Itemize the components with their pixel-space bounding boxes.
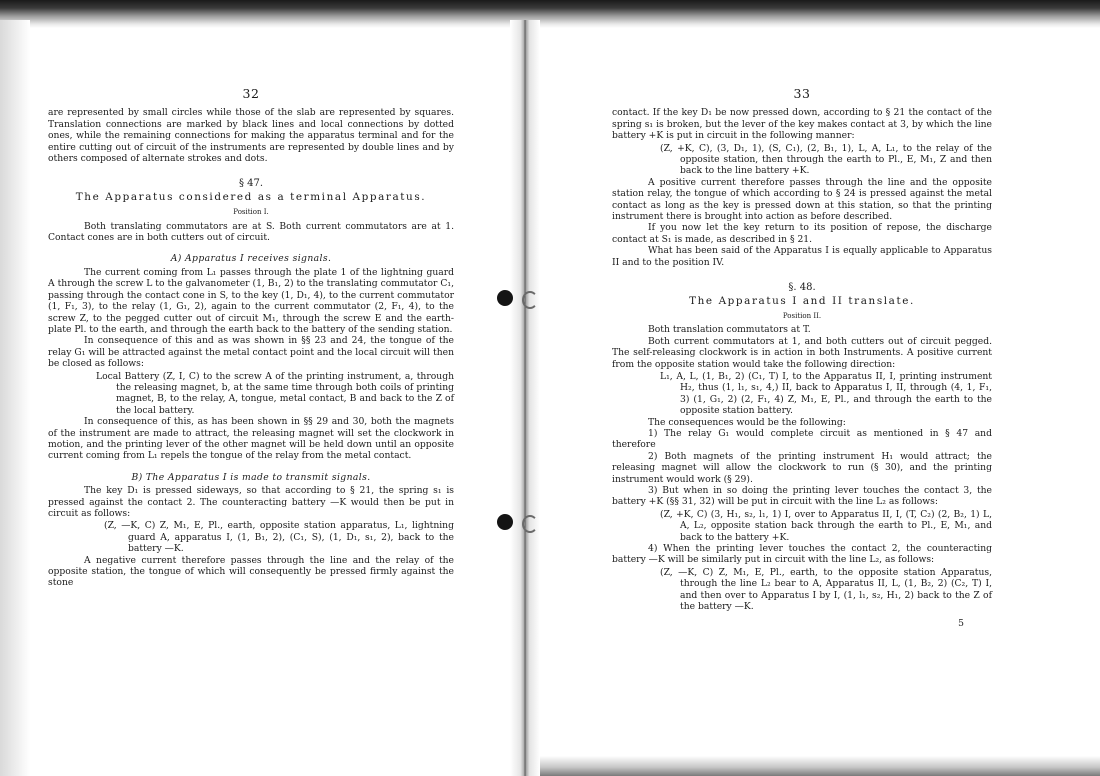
circuit-item-3: (Z, +K, C) (3, H₁, s₂, l₁, 1) I, over to Apparatus II, I, (T, C₂) (2, B₂, 1) L, A, L₂, opposite station back through the earth to Pl., E, M₁, and back to the battery +K.: [660, 508, 992, 543]
left-page: [48, 88, 454, 589]
paragraph-repose: If you now let the key return to its position of repose, the discharge contact at S₁ is made, as described in § 21.: [612, 222, 992, 245]
page-number: 33: [793, 86, 811, 101]
subheading-b: B) The Apparatus I is made to transmit signals.: [131, 471, 371, 483]
paragraph-positive-current: A positive current therefore passes through the line and the opposite station relay, the tongue of which according to § 24 is pressed against the metal contact as long as the key is pressed down at this station, so that the printing instrument there is brought into action as before described.: [612, 176, 992, 223]
paragraph-following: The consequences would be the following:: [648, 416, 846, 428]
scan-left-shadow: [0, 20, 30, 776]
signature-mark: 5: [958, 618, 964, 630]
section-title: The Apparatus I and II translate.: [689, 294, 915, 307]
paragraph-commutators: Both translating commutators are at S. Both current commutators are at 1. Contact cones are in both cutters out of circuit.: [48, 220, 454, 244]
circuit-translate: L₁, A, L, (1, B₁, 2) (C₁, T) I, to the Apparatus II, I, printing instrument H₂, thus (1, l₁, s₁, 4,) II, back to Apparatus I, II, through (4, 1, F₁, 3) (1, G₁, 2) (2, F₁, 4) Z, M₁, E, Pl., and through the earth to the opposite station battery.: [660, 370, 992, 417]
list-item-3: 3) But when in so doing the printing lever touches the contact 3, the battery +K (§§ 31, 32) will be put in circuit with the line L₂ as follows:: [612, 485, 992, 508]
circuit-local-battery: Local Battery (Z, I, C) to the screw A of the printing instrument, a, through the releasing magnet, b, at the same time through both coils of printing magnet, B, to the relay, A, tongue, metal contact, B and back to the Z of the local battery.: [96, 370, 454, 416]
list-item-4: 4) When the printing lever touches the contact 2, the counteracting battery —K will be similarly put in circuit with the line L₂, as follows:: [612, 543, 992, 566]
circuit-positive-battery: (Z, +K, C), (3, D₁, 1), (S, C₁), (2, B₁, 1), L, A, L₁, to the relay of the opposite station, then through the earth to Pl., E, M₁, Z and then back to the line battery +K.: [660, 142, 992, 177]
paragraph-key: The key D₁ is pressed sideways, so that according to § 21, the spring s₁ is pressed against the contact 2. The counteracting battery —K would then be put in circuit as follows:: [48, 485, 454, 519]
list-item-1: 1) The relay G₁ would complete circuit as mentioned in § 47 and therefore: [612, 427, 992, 451]
list-item-2: 2) Both magnets of the printing instrument H₁ would attract; the releasing magnet will allow the clockwork to run (§ 30), and the printing instrument would work (§ 29).: [612, 450, 992, 485]
book-gutter: [510, 20, 540, 776]
paragraph-apparatus-2: What has been said of the Apparatus I is equally applicable to Apparatus II and to the position IV.: [612, 245, 992, 268]
position-label: Position I.: [233, 208, 269, 217]
section-title: The Apparatus considered as a terminal Apparatus.: [75, 190, 427, 203]
section-mark: §. 48.: [788, 282, 816, 294]
scan-bottom-shadow: [520, 756, 1100, 776]
circuit-negative-battery: (Z, —K, C) Z, M₁, E, Pl., earth, opposite station apparatus, L₁, lightning guard A, apparatus I, (1, B₁, 2), (C₁, S), (1, D₁, s₁, 2), back to the battery —K.: [104, 520, 454, 555]
paragraph-negative-current: A negative current therefore passes through the line and the relay of the opposite station, the tongue of which will consequently be pressed firmly against the stone: [48, 554, 454, 589]
binding-hole-icon: [497, 290, 513, 306]
circuit-item-4: (Z, —K, C) Z, M₁, E, Pl., earth, to the opposite station Apparatus, through the line L₂ bear to A, Apparatus II, L, (1, B₂, 2) (C₂, T) I, and then over to Apparatus I by I, (1, l₁, s₂, H₁, 2) back to the Z of the battery —K.: [660, 566, 992, 613]
paragraph-current-commutators: Both current commutators at 1, and both cutters out of circuit pegged. The self-releasing clockwork is in action in both Instruments. A positive current from the opposite station would take the following direction:: [612, 335, 992, 370]
paragraph-magnets: In consequence of this, as has been shown in §§ 29 and 30, both the magnets of the instrument are made to attract, the releasing magnet will set the clockwork in motion, and the printing lever of the other magnet will be held down until an opposite current coming from L₁ repels the tongue of the relay from the metal contact.: [48, 416, 454, 462]
paragraph-translation: Both translation commutators at T.: [648, 324, 811, 336]
scan-top-shadow: [0, 0, 1100, 28]
paragraph-consequence: In consequence of this and as was shown in §§ 23 and 24, the tongue of the relay G₁ will be attracted against the metal contact point and the local circuit will then be closed as follows:: [48, 335, 454, 370]
position-label: Position II.: [782, 311, 822, 320]
paragraph-current: The current coming from L₁ passes through the plate 1 of the lightning guard A through the screw L to the galvanometer (1, B₁, 2) to the translating commutator C₁, passing through the contact cone in S, to the key (1, D₁, 4), to the current commutator (1, F₁, 3), to the relay (1, G₁, 2), again to the current commutator (2, F₁, 4), to the screw Z, to the pegged cutter out of circuit M₁, through the screw E and the earth-plate Pl. to the earth, and through the earth back to the battery of the sending station.: [48, 266, 454, 335]
right-page: [612, 88, 992, 630]
page-number: 32: [242, 86, 260, 101]
binding-ring-icon: [522, 515, 538, 533]
subheading-a: A) Apparatus I receives signals.: [170, 253, 332, 265]
binding-ring-icon: [522, 291, 538, 309]
section-mark: § 47.: [238, 178, 264, 190]
binding-hole-icon: [497, 514, 513, 530]
paragraph-contact: contact. If the key D₁ be now pressed down, according to § 21 the contact of the spring s₁ is broken, but the lever of the key makes contact at 3, by which the line battery +K is put in circuit in the following manner:: [612, 107, 992, 142]
paragraph-intro: are represented by small circles while those of the slab are represented by squares. Translation connections are marked by black lines and local connections by dotted ones, while the remaining connections for making the apparatus terminal and for the entire cutting out of circuit of the instruments are represented by double lines and by others composed of alternate strokes and dots.: [48, 107, 454, 165]
